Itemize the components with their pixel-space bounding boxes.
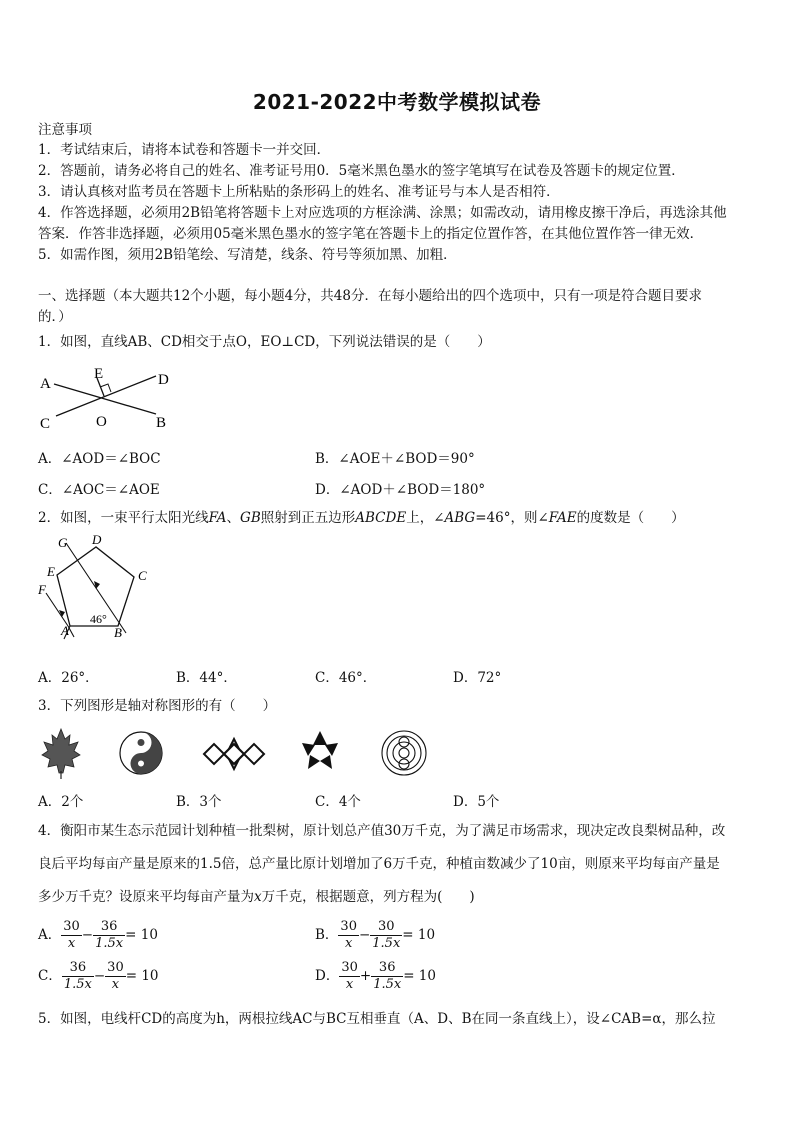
q4-option-a: A． $\frac{30}{x}$ − $\frac{36}{1.5x}$ = 10 [38,919,158,951]
knot-pattern-icon [204,739,264,769]
q4-option-d: D． $\frac{30}{x}$ + $\frac{36}{1.5x}$ = 10 [315,960,436,992]
label-b: B [156,415,167,431]
label-f: F [38,582,46,597]
notice-item: 2．答题前，请务必将自己的姓名、准考证号用0．5毫米黑色墨水的签字笔填写在试卷及答题卡的规定位置． [38,163,685,179]
label-a: A [61,623,69,638]
q2-stem: 2．如图，一束平行太阳光线FA、GB照射到正五边形ABCDE上，∠ABG=46°，则∠FAE的度数是（ ） [38,510,685,526]
notice-item: 5．如需作图，须用2B铅笔绘、写清楚，线条、符号等须加黑、加粗． [38,247,457,263]
label-o: O [96,414,107,430]
notice-item: 答案．作答非选择题，必须用05毫米黑色墨水的签字笔在答题卡上的指定位置作答，在其他位置作答一律无效． [38,226,704,242]
angle-label: 46° [90,612,107,626]
label-a: A [40,376,51,392]
label-c: C [40,416,51,432]
q3-option-d: D．5个 [453,794,500,810]
notice-item: 1．考试结束后，请将本试卷和答题卡一并交回． [38,142,331,158]
line-ab [54,384,156,414]
concentric-circles-icon [382,731,426,775]
q4-stem-2: 良后平均每亩产量是原来的1.5倍，总产量比原计划增加了6万千克，种植亩数减少了10亩，则原来平均每亩产量是 [38,856,720,872]
q3-option-b: B．3个 [176,794,222,810]
q1-stem: 1．如图，直线AB、CD相交于点O，EO⊥CD，下列说法错误的是（ ） [38,334,491,350]
notice-item: 3．请认真核对监考员在答题卡上所粘贴的条形码上的姓名、准考证号与本人是否相符． [38,184,560,200]
q4-option-b: B． $\frac{30}{x}$ − $\frac{30}{1.5x}$ = 10 [315,919,436,951]
q1-figure [36,364,176,434]
q4-stem-1: 4．衡阳市某生态示范园计划种植一批梨树，原计划总产值30万千克，为了满足市场需求，现决定改良梨树品种，改 [38,823,726,839]
q2-figure [34,533,164,643]
q1-option-d: D．∠AOD＋∠BOD＝180° [315,482,486,498]
maple-leaf-icon [42,729,80,779]
ray-fa [46,593,68,626]
section-heading-cont: 的．） [38,309,72,325]
q3-option-c: C．4个 [315,794,361,810]
label-g: G [58,535,68,550]
q1-option-a: A．∠AOD＝∠BOC [38,451,161,467]
q3-stem: 3．下列图形是轴对称图形的有（ ） [38,698,277,714]
label-d: D [158,372,169,388]
q4-stem-3: 多少万千克？设原来平均每亩产量为x万千克，根据题意，列方程为( ) [38,889,475,905]
q4-option-c: C． $\frac{36}{1.5x}$ − $\frac{30}{x}$ = 10 [38,960,159,992]
star-flower-icon [302,731,338,769]
label-d: D [92,533,102,547]
notice-item: 4．作答选择题，必须用2B铅笔将答题卡上对应选项的方框涂满、涂黑；如需改动，请用橡皮擦干净后，再选涂其他 [38,205,727,221]
section-heading: 一、选择题（本大题共12个小题，每小题4分，共48分．在每小题给出的四个选项中，只有一项是符合题目要求 [38,288,702,304]
q2-option-d: D．72° [453,670,502,686]
q5-stem: 5．如图，电线杆CD的高度为h，两根拉线AC与BC互相垂直（A、D、B在同一条直线上），设∠CAB=α，那么拉 [38,1011,716,1027]
page-title: 2021-2022中考数学模拟试卷 [252,90,542,114]
q1-option-b: B．∠AOE＋∠BOD＝90° [315,451,475,467]
notice-heading: 注意事项 [38,122,92,138]
q2-option-b: B．44°． [176,670,237,686]
q3-figures [34,725,434,781]
q2-option-a: A．26°． [38,670,99,686]
arrow-gb [94,581,100,589]
q3-option-a: A．2个 [38,794,84,810]
label-e: E [47,564,55,579]
q2-option-c: C．46°． [315,670,377,686]
yin-yang-icon [120,732,162,774]
q1-option-c: C．∠AOC＝∠AOE [38,482,160,498]
label-c: C [138,568,147,583]
label-e: E [94,366,104,382]
label-b: B [114,625,122,640]
